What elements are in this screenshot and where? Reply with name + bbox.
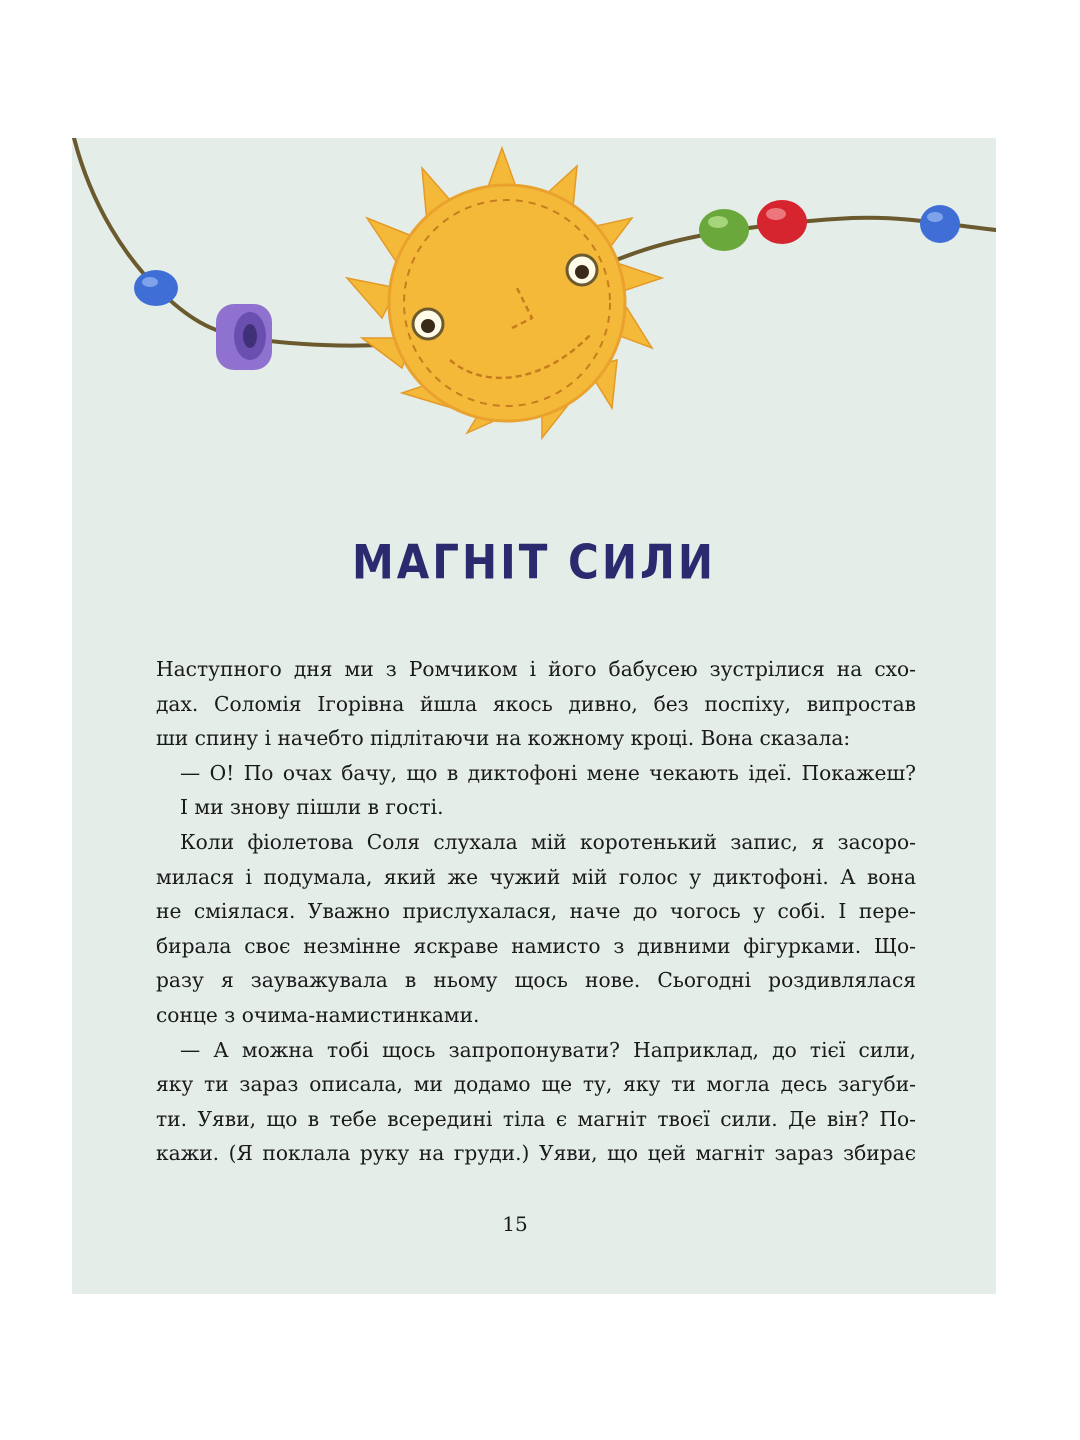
text-line: — О! По очах бачу, що в диктофоні мене чекають ідеї. Покажеш? <box>180 760 916 785</box>
text-line: сонце з очима-намистинками. <box>156 1002 480 1027</box>
text-line: бирала своє незмінне яскраве намисто з дивними фігурками. Що- <box>156 933 916 958</box>
text-line: Коли фіолетова Соля слухала мій коротенький запис, я засоро- <box>180 829 916 854</box>
text-line: разу я зауважувала в ньому щось нове. Сьогодні роздивлялася <box>156 968 916 993</box>
text-line: — А можна тобі щось запропонувати? Наприклад, до тієї сили, <box>180 1037 916 1062</box>
sun-eye-right-icon <box>567 255 597 285</box>
green-bead-icon <box>699 209 749 251</box>
text-line: Наступного дня ми з Ромчиком і його бабусею зустрілися на схо- <box>156 657 916 681</box>
sun-eye-left-icon <box>413 309 443 339</box>
text-line: ти. Уяви, що в тебе всередині тіла є магніт твоєї сили. Де він? По- <box>156 1106 916 1131</box>
text-line: милася і подумала, який же чужий мій голос у диктофоні. А вона <box>156 864 916 889</box>
chapter-title: МАГНІТ СИЛИ <box>351 535 717 590</box>
text-line: ши спину і начебто підлітаючи на кожному кроці. Вона сказала: <box>156 726 851 751</box>
red-bead-icon <box>757 200 807 244</box>
text-line: не сміялася. Уважно прислухалася, наче до чогось у собі. І пере- <box>156 899 916 924</box>
purple-bead-icon <box>216 304 272 370</box>
body-text <box>156 652 916 1171</box>
sun-icon <box>347 148 662 438</box>
blue-bead-icon-right <box>920 205 960 243</box>
text-line: дах. Соломія Ігорівна йшла якось дивно, без поспіху, випростав <box>156 691 916 716</box>
text-line: І ми знову пішли в гості. <box>180 795 444 820</box>
blue-bead-icon <box>134 270 178 306</box>
text-line: кажи. (Я поклала руку на груди.) Уяви, що цей магніт зараз збирає <box>156 1141 916 1166</box>
page-number: 15 <box>502 1212 528 1236</box>
sun-necklace-illustration <box>72 138 996 478</box>
book-page <box>72 138 996 1294</box>
text-line: яку ти зараз описала, ми додамо ще ту, яку ти могла десь загуби- <box>156 1072 916 1097</box>
